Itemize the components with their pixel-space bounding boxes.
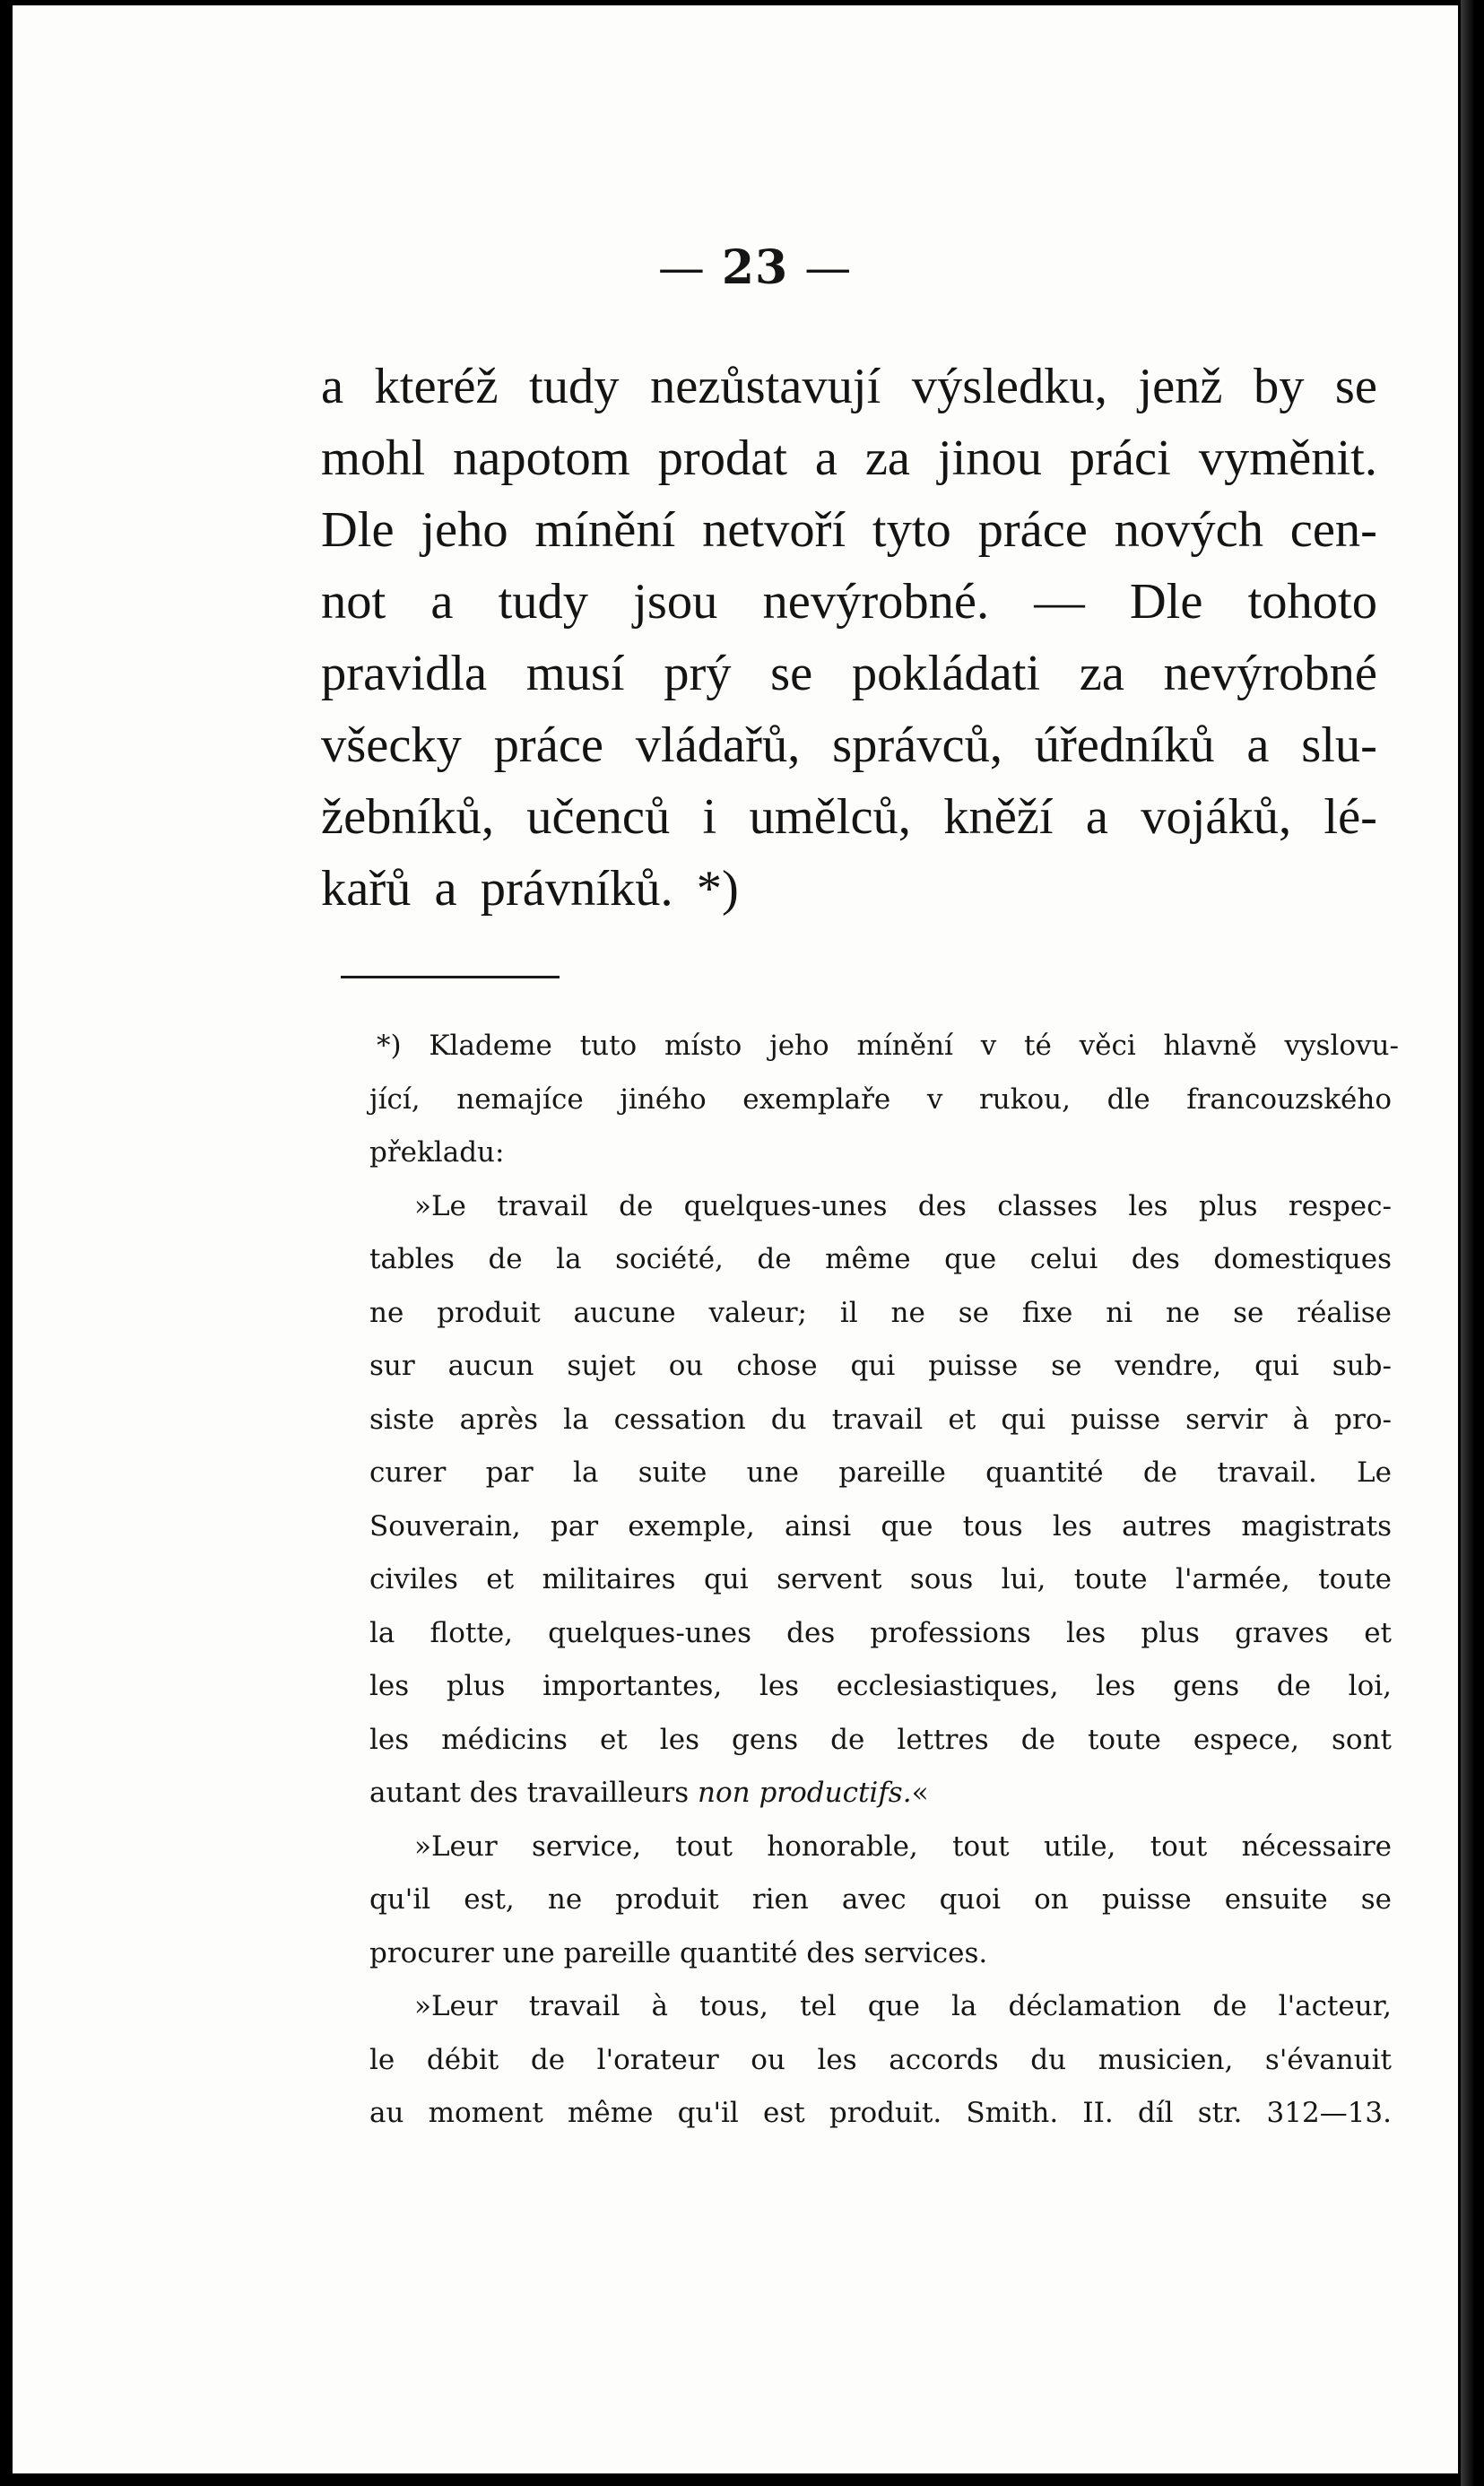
page-number: 23 [721,240,789,295]
main-line: Dle jeho mínění netvoří tyto práce nových cen- [321,502,1377,558]
quote-line: les médicins et les gens de lettres de toute espece, sont [369,1723,1392,1756]
quote-line: civiles et militaires qui servent sous lui, toute l'armée, toute [369,1563,1392,1595]
quote-line: au moment même qu'il est produit. Smith. II. díl str. 312—13. [369,2097,1392,2129]
main-line: všecky práce vládařů, správců, úředníků a slu- [321,717,1377,773]
main-line: pravidla musí prý se pokládati za nevýrobné [321,646,1377,701]
quote-line: tables de la société, de même que celui des domestiques [369,1243,1392,1275]
page-number-header [32,240,1458,295]
quote-line: siste après la cessation du travail et qui puisse servir à pro- [369,1403,1392,1436]
quote-line: curer par la suite une pareille quantité de travail. Le [369,1456,1392,1489]
main-line: žebníků, učenců i umělců, kněží a vojáků, lé- [321,789,1377,845]
main-line: not a tudy jsou nevýrobné. — Dle tohoto [321,574,1377,630]
quote-line: qu'il est, ne produit rien avec quoi on puisse ensuite se [369,1883,1392,1916]
footnote-separator [341,976,560,978]
footnote-intro-line: překladu: [369,1136,505,1169]
italic-term: non productifs. [698,1777,912,1809]
main-paragraph [321,351,1377,925]
quote-line: sur aucun sujet ou chose qui puisse se vendre, qui sub- [369,1350,1392,1382]
scan-edge [1461,0,1484,2486]
main-line: mohl napotom prodat a za jinou práci vyměnit. [321,430,1377,486]
quote-line: procurer une pareille quantité des services. [369,1936,988,1969]
closing-quote-mark: « [911,1777,929,1809]
quote-line: ne produit aucune valeur; il ne se fixe ni ne se réalise [369,1296,1392,1329]
quote-line: le débit de l'orateur ou les accords du musicien, s'évanuit [369,2043,1392,2076]
quote-line: »Leur service, tout honorable, tout utile, tout nécessaire [414,1830,1392,1863]
quote-line: »Leur travail à tous, tel que la déclamation de l'acteur, [414,1990,1392,2022]
quote-final-text: autant des travailleurs [369,1777,690,1809]
footnote-intro-line: *) Klademe tuto místo jeho mínění v té věci hlavně vyslovu- [377,1030,1399,1062]
quote-line: les plus importantes, les ecclesiastiques, les gens de loi, [369,1670,1392,1702]
main-line: a kteréž tudy nezůstavují výsledku, jenž by se [321,359,1377,414]
quote-line: la flotte, quelques-unes des professions les plus graves et [369,1616,1392,1649]
footnote [369,1020,1399,2141]
footnote-intro-line: jící, nemajíce jiného exemplaře v rukou, dle francouzského [369,1082,1392,1116]
quote-line: Souverain, par exemple, ainsi que tous les autres magistrats [369,1509,1392,1543]
main-line: kařů a právníků. *) [321,861,739,917]
dash-right: — [804,241,853,295]
quote-line-final [369,1767,1392,1821]
quote-line: »Le travail de quelques-unes des classes les plus respec- [414,1189,1392,1222]
dash-left: — [657,241,706,295]
book-page [13,5,1458,2473]
